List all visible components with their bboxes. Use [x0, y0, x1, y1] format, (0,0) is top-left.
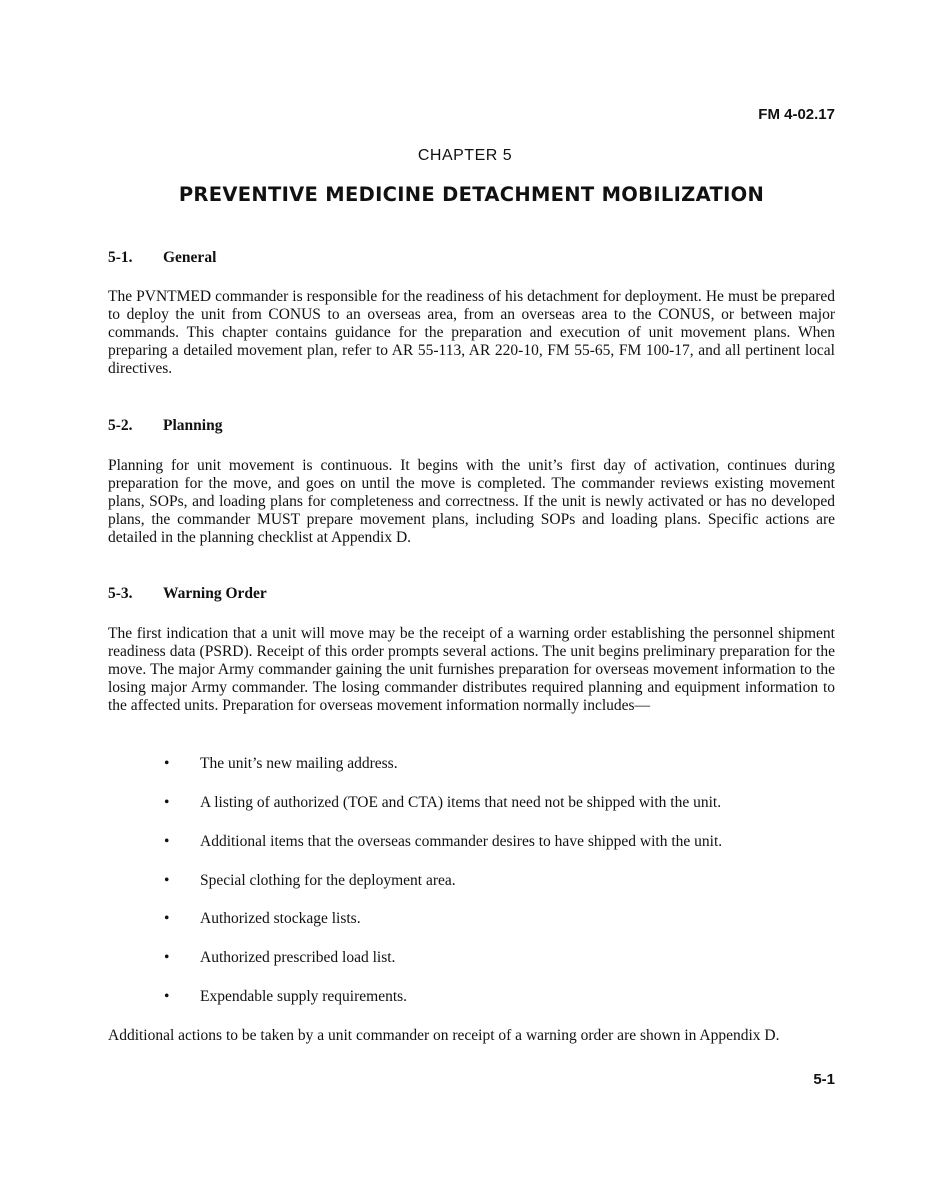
page-number: 5-1: [813, 1071, 835, 1088]
chapter-label: CHAPTER 5: [417, 147, 513, 164]
bullet-icon: •: [164, 872, 170, 889]
section-title: General: [163, 249, 217, 266]
chapter-title: PREVENTIVE MEDICINE DETACHMENT MOBILIZATION: [178, 183, 765, 206]
list-item: • Authorized stockage lists.: [164, 910, 361, 927]
bullet-icon: •: [164, 988, 170, 1005]
bullet-icon: •: [164, 794, 170, 811]
section-number: 5-2.: [108, 417, 133, 434]
section-title: Warning Order: [163, 585, 267, 602]
section-paragraph-warning-order: The first indication that a unit will move may be the receipt of a warning order establishing the personnel shipment readiness data (PSRD). Receipt of this order prompts several actions. The unit begins preliminary preparation for the move. The major Army commander gaining the unit furnishes preparation for overseas movement information to the losing major Army commander. The losing commander distributes required planning and equipment information to the affected units. Preparation for overseas movement information normally includes—: [108, 625, 835, 714]
list-item: • The unit’s new mailing address.: [164, 755, 398, 772]
list-item: • A listing of authorized (TOE and CTA) items that need not be shipped with the unit.: [164, 794, 722, 811]
section-paragraph-planning: Planning for unit movement is continuous. It begins with the unit’s first day of activation, continues during preparation for the move, and goes on until the move is completed. The commander reviews existing movement plans, SOPs, and loading plans for completeness and correctness. If the unit is newly activated or has no developed plans, the commander MUST prepare movement plans, including SOPs and loading plans. Specific actions are detailed in the planning checklist at Appendix D.: [108, 457, 835, 546]
bullet-icon: •: [164, 910, 170, 927]
section-heading-warning-order: [108, 585, 267, 603]
section-paragraph-general: The PVNTMED commander is responsible for the readiness of his detachment for deployment. He must be prepared to deploy the unit from CONUS to an overseas area, from an overseas area to the CONUS, or between major commands. This chapter contains guidance for the preparation and execution of unit movement plans. When preparing a detailed movement plan, refer to AR 55-113, AR 220-10, FM 55-65, FM 100-17, and all pertinent local directives.: [108, 288, 835, 377]
closing-paragraph: Additional actions to be taken by a unit commander on receipt of a warning order are shown in Appendix D.: [108, 1027, 780, 1044]
list-item: • Expendable supply requirements.: [164, 988, 408, 1005]
bullet-icon: •: [164, 755, 170, 772]
section-heading-planning: [108, 417, 222, 435]
section-heading-general: [108, 249, 216, 267]
bullet-icon: •: [164, 949, 170, 966]
list-item: • Authorized prescribed load list.: [164, 949, 396, 966]
section-number: 5-1.: [108, 249, 133, 266]
section-title: Planning: [163, 417, 223, 434]
section-number: 5-3.: [108, 585, 133, 602]
list-item: • Additional items that the overseas commander desires to have shipped with the unit.: [164, 833, 723, 850]
bullet-icon: •: [164, 833, 170, 850]
document-id: FM 4-02.17: [758, 106, 835, 123]
list-item: • Special clothing for the deployment area.: [164, 872, 456, 889]
